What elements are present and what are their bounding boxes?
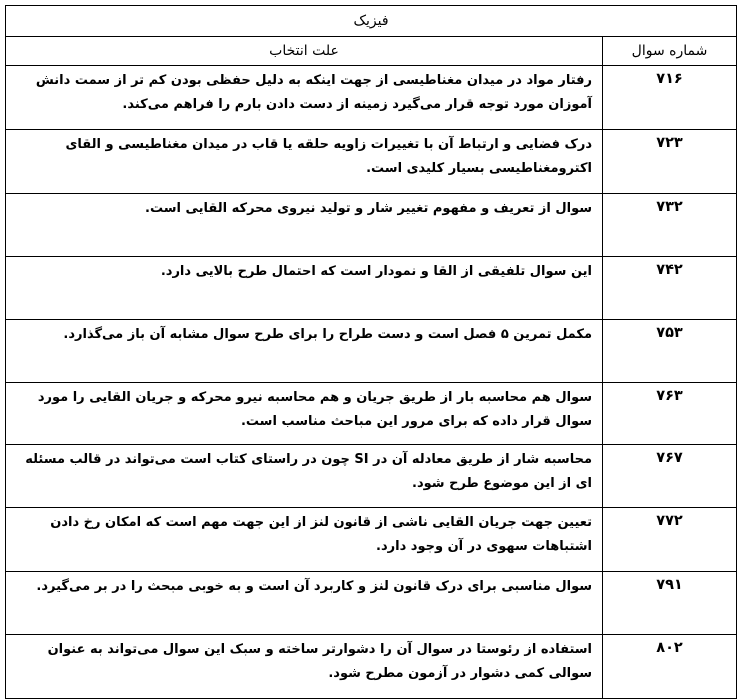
table-row	[6, 66, 737, 130]
question-number: ۷۱۶	[603, 66, 737, 130]
selection-reason: درک فضایی و ارتباط آن با تغییرات زاویه حلقه یا قاب در میدان مغناطیسی و القای اکترومغناطیسی بسیار کلیدی است.	[6, 130, 603, 194]
table-row	[6, 383, 737, 445]
selection-reason: تعیین جهت جریان القایی ناشی از قانون لنز از این جهت مهم است که امکان رخ دادن اشتباهات سهوی در آن وجود دارد.	[6, 508, 603, 572]
question-number: ۸۰۲	[603, 635, 737, 699]
table-row	[6, 445, 737, 508]
title-row	[6, 6, 737, 37]
selection-reason: محاسبه شار از طریق معادله آن در SI چون در راستای کتاب است می‌تواند در قالب مسئله ای از این موضوع طرح شود.	[6, 445, 603, 508]
selection-reason: استفاده از رئوستا در سوال آن را دشوارتر ساخته و سبک این سوال می‌تواند به عنوان سوالی کمی دشوار در آزمون مطرح شود.	[6, 635, 603, 699]
table-row	[6, 508, 737, 572]
table-row	[6, 635, 737, 699]
table-title: فیزیک	[6, 6, 737, 37]
table-row	[6, 572, 737, 635]
header-reason: علت انتخاب	[6, 37, 603, 66]
question-number: ۷۶۳	[603, 383, 737, 445]
question-number: ۷۹۱	[603, 572, 737, 635]
question-number: ۷۲۳	[603, 130, 737, 194]
selection-reason: سوال هم محاسبه بار از طریق جریان و هم محاسبه نیرو محرکه و جریان القایی را مورد سوال قرار داده که برای مرور این مباحث مناسب است.	[6, 383, 603, 445]
question-number: ۷۷۲	[603, 508, 737, 572]
selection-reason: سوال مناسبی برای درک قانون لنز و کاربرد آن است و به خوبی مبحث را در بر می‌گیرد.	[6, 572, 603, 635]
question-number: ۷۶۷	[603, 445, 737, 508]
selection-reason: رفتار مواد در میدان مغناطیسی از جهت اینکه به دلیل حفظی بودن کم تر از سمت دانش آموزان مورد توجه قرار می‌گیرد زمینه از دست دادن بارم را فراهم می‌کند.	[6, 66, 603, 130]
question-number: ۷۵۳	[603, 320, 737, 383]
table-row	[6, 257, 737, 320]
table-row	[6, 194, 737, 257]
header-row	[6, 37, 737, 66]
table-row	[6, 130, 737, 194]
table-row	[6, 320, 737, 383]
questions-table	[5, 5, 737, 699]
selection-reason: این سوال تلفیقی از القا و نمودار است که احتمال طرح بالایی دارد.	[6, 257, 603, 320]
question-number: ۷۳۲	[603, 194, 737, 257]
selection-reason: سوال از تعریف و مفهوم تغییر شار و تولید نیروی محرکه القایی است.	[6, 194, 603, 257]
question-number: ۷۴۲	[603, 257, 737, 320]
header-question-number: شماره سوال	[603, 37, 737, 66]
selection-reason: مکمل تمرین ۵ فصل است و دست طراح را برای طرح سوال مشابه آن باز می‌گذارد.	[6, 320, 603, 383]
